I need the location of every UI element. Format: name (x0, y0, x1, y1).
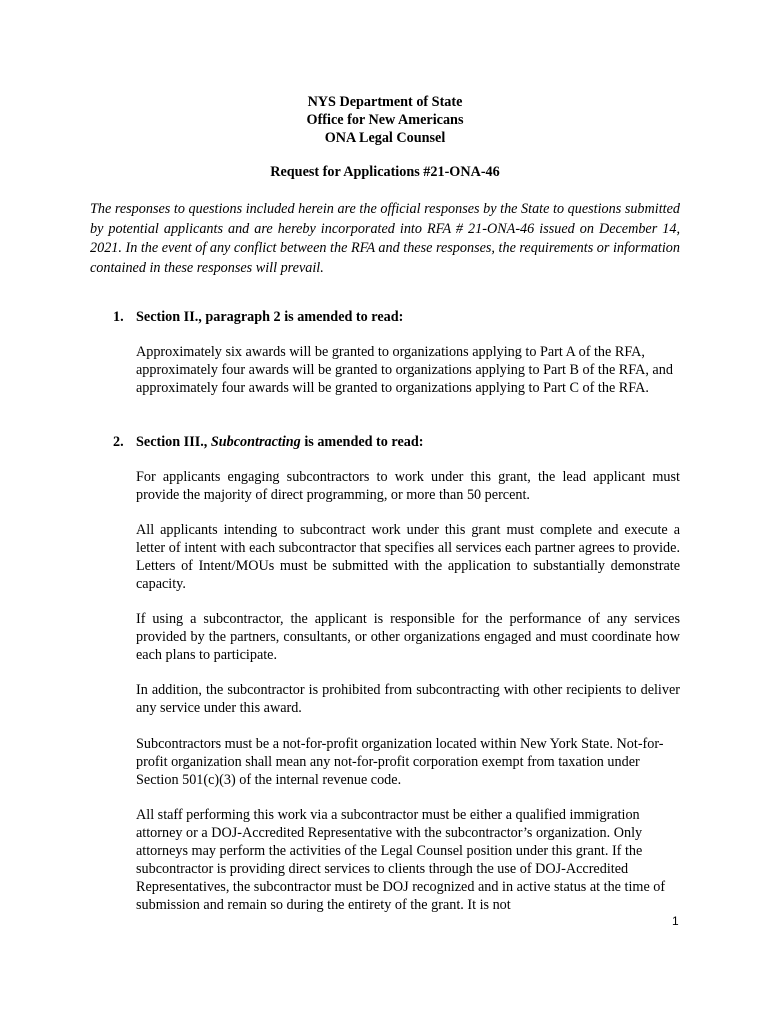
item-2-paragraph-5: Subcontractors must be a not-for-profit organization located within New York State. Not-for-profit organization shall mean any not-for-profit corporation exempt from taxation under Section 501(c)(3) of the internal revenue code. (136, 736, 664, 788)
item-2-number: 2. (113, 434, 124, 450)
header-counsel: ONA Legal Counsel (324, 130, 446, 146)
item-1-heading-text: Section II., paragraph 2 is amended to read: (136, 309, 404, 325)
item-2-heading-post: is amended to read: (300, 434, 424, 450)
header-department: NYS Department of State (307, 94, 463, 110)
item-2-paragraph-3: If using a subcontractor, the applicant is responsible for the performance of any services provided by the partners, consultants, or other organizations engaged and must coordinate how each plans to participate. (136, 611, 680, 663)
item-2-paragraph-2: All applicants intending to subcontract work under this grant must complete and execute a letter of intent with each subcontractor that specifies all services each partner agrees to provide. Letters of Intent/MOUs must be submitted with the application to substantially demonstrate capacity. (136, 522, 680, 592)
page-number: 1 (672, 914, 679, 928)
rfa-title: Request for Applications #21-ONA-46 (270, 164, 500, 180)
item-2-heading (113, 433, 673, 451)
document-header (0, 93, 770, 147)
item-2-heading-emphasis: Subcontracting (210, 434, 301, 450)
item-2-paragraph-1: For applicants engaging subcontractors to work under this grant, the lead applicant must provide the majority of direct programming, or more than 50 percent. (136, 469, 680, 503)
header-office: Office for New Americans (306, 112, 464, 128)
item-2-paragraph-6: All staff performing this work via a subcontractor must be either a qualified immigration attorney or a DOJ-Accredited Representative with the subcontractor’s organization. Only attorneys may perform the activities of the Legal Counsel position under this grant. If the subcontractor is providing direct services to clients through the use of DOJ-Accredited Representatives, the subcontractor must be DOJ recognized and in active status at the time of submission and remain so during the entirety of the grant. It is not (136, 807, 666, 913)
item-2-paragraph-4: In addition, the subcontractor is prohibited from subcontracting with other recipients to deliver any service under this award. (136, 682, 680, 716)
item-1-paragraph-1: Approximately six awards will be granted to organizations applying to Part A of the RFA, approximately four awards will be granted to organizations applying to Part B of the RFA, and approximately four awards will be granted to organizations applying to Part C of the RFA. (136, 344, 673, 396)
item-1-heading (113, 308, 673, 326)
item-1-number: 1. (113, 309, 124, 325)
item-2-heading-pre: Section III., (136, 434, 211, 450)
intro-paragraph: The responses to questions included herein are the official responses by the State to questions submitted by potential applicants and are hereby incorporated into RFA # 21-ONA-46 issued on December 14, 2021. In the event of any conflict between the RFA and these responses, the requirements or information contained in these responses will prevail. (90, 201, 680, 276)
